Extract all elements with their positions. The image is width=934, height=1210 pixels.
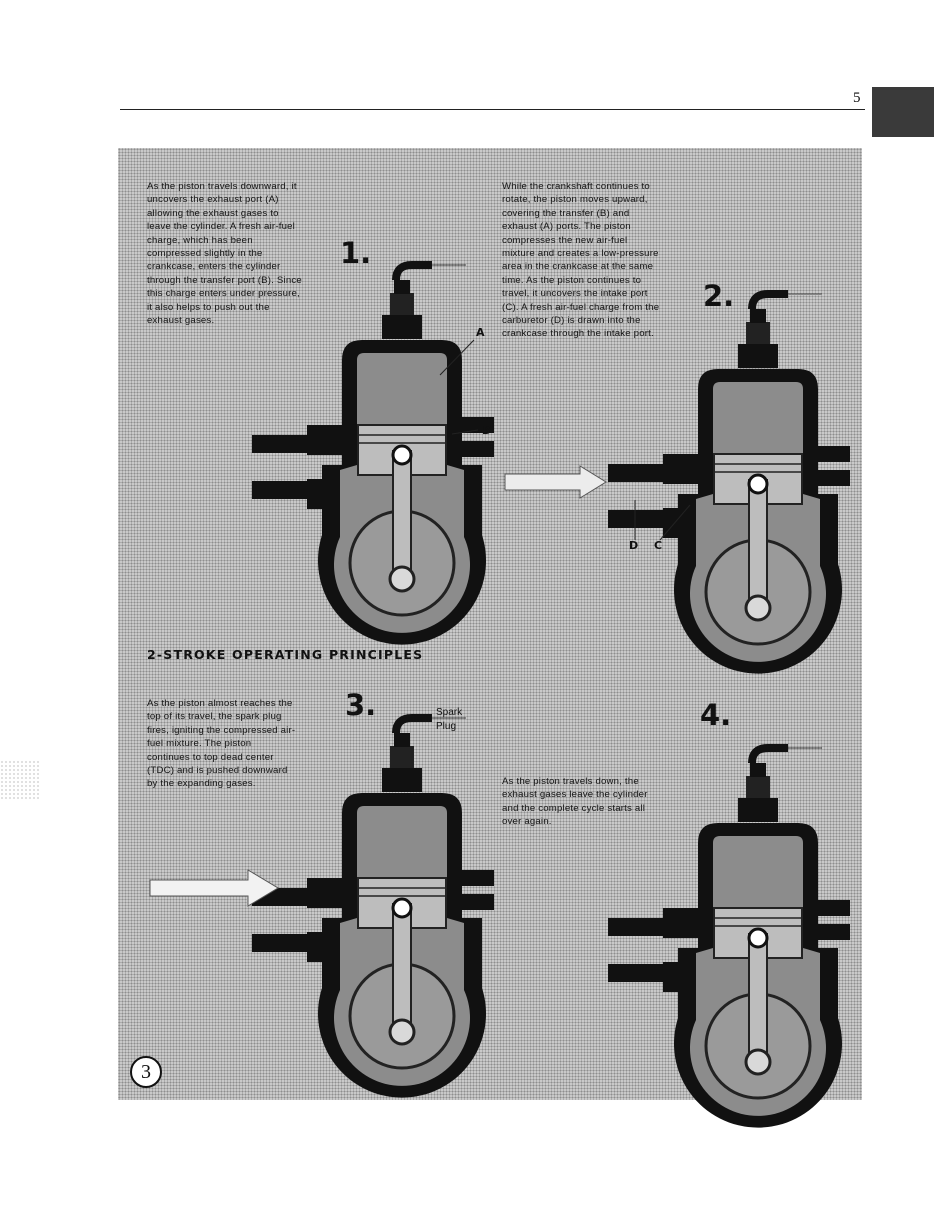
figure-number: 3 bbox=[130, 1056, 162, 1088]
step-4-number: 4. bbox=[700, 698, 732, 732]
step-3-text: As the piston almost reaches the top of its travel, the spark plug fires, igniting the compressed air-fuel mixture. The piston continues to top dead center (TDC) and is pushed downward by the expanding gases. bbox=[147, 698, 296, 790]
step-2-text: While the crankshaft continues to rotate, the piston moves upward, covering the transfer (B) and exhaust (A) ports. The piston compresses the new air-fuel mixture and creates a low-pressure area in the crankcase at the same time. As the piston continues to travel, it uncovers the intake port (C). A fresh air-fuel charge from the carburetor (D) is drawn into the crankcase through the intake port. bbox=[502, 181, 660, 340]
page-number: 5 bbox=[853, 90, 861, 106]
port-b-label: B bbox=[482, 424, 491, 437]
step-1-text: As the piston travels downward, it uncovers the exhaust port (A) allowing the exhaust gases to leave the cylinder. A fresh air-fuel charge, which has been compressed slightly in the crankcase, enters the cylinder through the transfer port (B). Since this charge enters under pressure, it also helps to push out the exhaust gases. bbox=[147, 181, 302, 327]
port-c-label: C bbox=[654, 539, 663, 552]
port-d-label: D bbox=[629, 539, 639, 552]
step-2-number: 2. bbox=[703, 279, 735, 313]
intake-arrow-step-2 bbox=[505, 466, 606, 498]
port-a-label: A bbox=[476, 326, 485, 339]
step-1-number: 1. bbox=[340, 236, 372, 270]
section-heading: 2-STROKE OPERATING PRINCIPLES bbox=[147, 647, 424, 662]
spark-plug-label: Spark Plug bbox=[436, 707, 463, 732]
step-4-text: As the piston travels down, the exhaust gases leave the cylinder and the complete cycle starts all over again. bbox=[502, 776, 648, 828]
engine-step-2 bbox=[608, 294, 850, 674]
step-3-number: 3. bbox=[345, 688, 377, 722]
